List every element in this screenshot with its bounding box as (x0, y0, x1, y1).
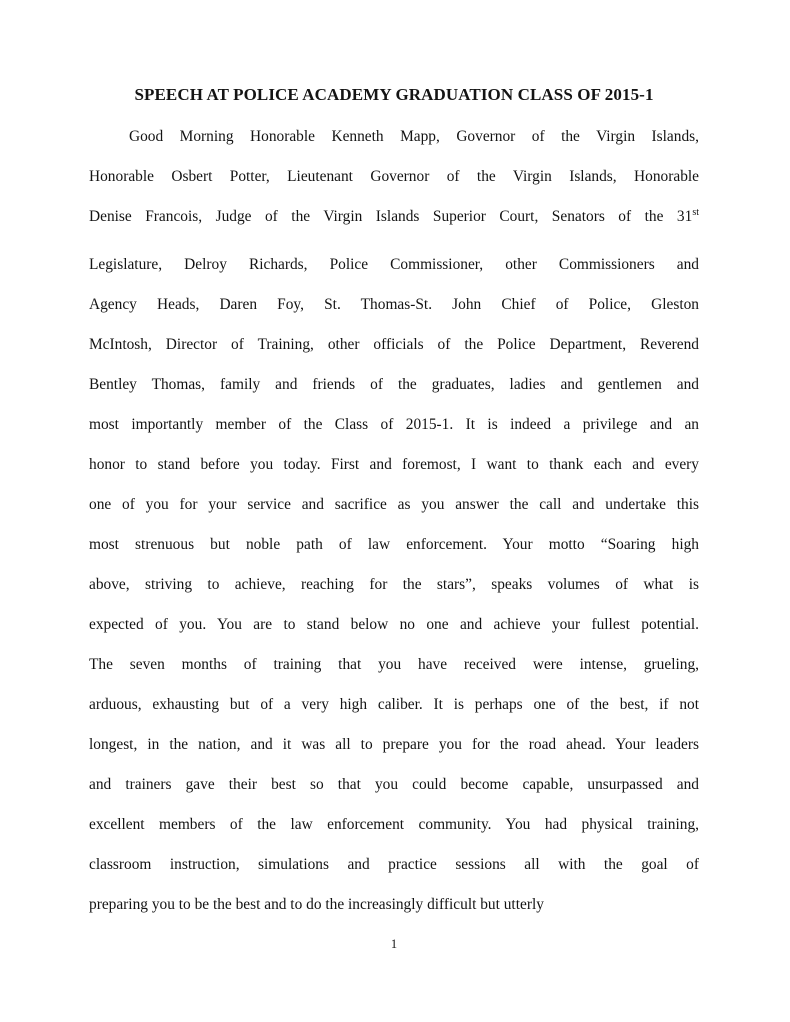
ordinal-superscript: st (692, 207, 699, 218)
body-line (89, 885, 699, 925)
body-line-text: Good Morning Honorable Kenneth Mapp, Governor of the Virgin Islands, (129, 128, 699, 145)
body-line-text: arduous, exhausting but of a very high caliber. It is perhaps one of the best, if not (89, 696, 699, 713)
body-line (89, 605, 699, 645)
body-line (89, 325, 699, 365)
body-line-text: and trainers gave their best so that you could become capable, unsurpassed and (89, 776, 699, 793)
body-line-text: The seven months of training that you have received were intense, grueling, (89, 656, 699, 673)
body-line (89, 725, 699, 765)
body-line-text: longest, in the nation, and it was all to prepare you for the road ahead. Your leaders (89, 736, 699, 753)
body-line-text: excellent members of the law enforcement community. You had physical training, (89, 816, 699, 833)
body-line (89, 765, 699, 805)
body-line-text: Honorable Osbert Potter, Lieutenant Governor of the Virgin Islands, Honorable (89, 168, 699, 185)
body-line-text: above, striving to achieve, reaching for the stars”, speaks volumes of what is (89, 576, 699, 593)
body-line-text: Legislature, Delroy Richards, Police Commissioner, other Commissioners and (89, 256, 699, 273)
body-line (89, 685, 699, 725)
body-line (89, 845, 699, 885)
body-line-text: honor to stand before you today. First and foremost, I want to thank each and every (89, 456, 699, 473)
page-number: 1 (390, 937, 398, 951)
document-title: SPEECH AT POLICE ACADEMY GRADUATION CLASS OF 2015-1 (134, 85, 654, 104)
body-line (89, 365, 699, 405)
body-line (89, 197, 699, 237)
body-line (89, 485, 699, 525)
body-line-text: most strenuous but noble path of law enforcement. Your motto “Soaring high (89, 536, 699, 553)
body-line-text: expected of you. You are to stand below no one and achieve your fullest potential. (89, 616, 699, 633)
body-line (89, 805, 699, 845)
body-line (89, 525, 699, 565)
body-line-text: Bentley Thomas, family and friends of the graduates, ladies and gentlemen and (89, 376, 699, 393)
document-body (89, 117, 699, 925)
body-line-text: Denise Francois, Judge of the Virgin Islands Superior Court, Senators of the 31 (89, 208, 693, 225)
body-line (89, 285, 699, 325)
body-line-text: one of you for your service and sacrifice as you answer the call and undertake this (89, 496, 699, 513)
body-line (89, 245, 699, 285)
body-line (89, 117, 699, 157)
body-line (89, 157, 699, 197)
body-line-text: Agency Heads, Daren Foy, St. Thomas-St. John Chief of Police, Gleston (89, 296, 699, 313)
body-line-text: classroom instruction, simulations and practice sessions all with the goal of (89, 856, 699, 873)
body-line (89, 645, 699, 685)
body-line-text: preparing you to be the best and to do the increasingly difficult but utterly (89, 896, 544, 913)
body-line (89, 565, 699, 605)
body-line-text: McIntosh, Director of Training, other officials of the Police Department, Reverend (89, 336, 699, 353)
body-line (89, 405, 699, 445)
body-line-text: most importantly member of the Class of 2015-1. It is indeed a privilege and an (89, 416, 699, 433)
body-line (89, 445, 699, 485)
